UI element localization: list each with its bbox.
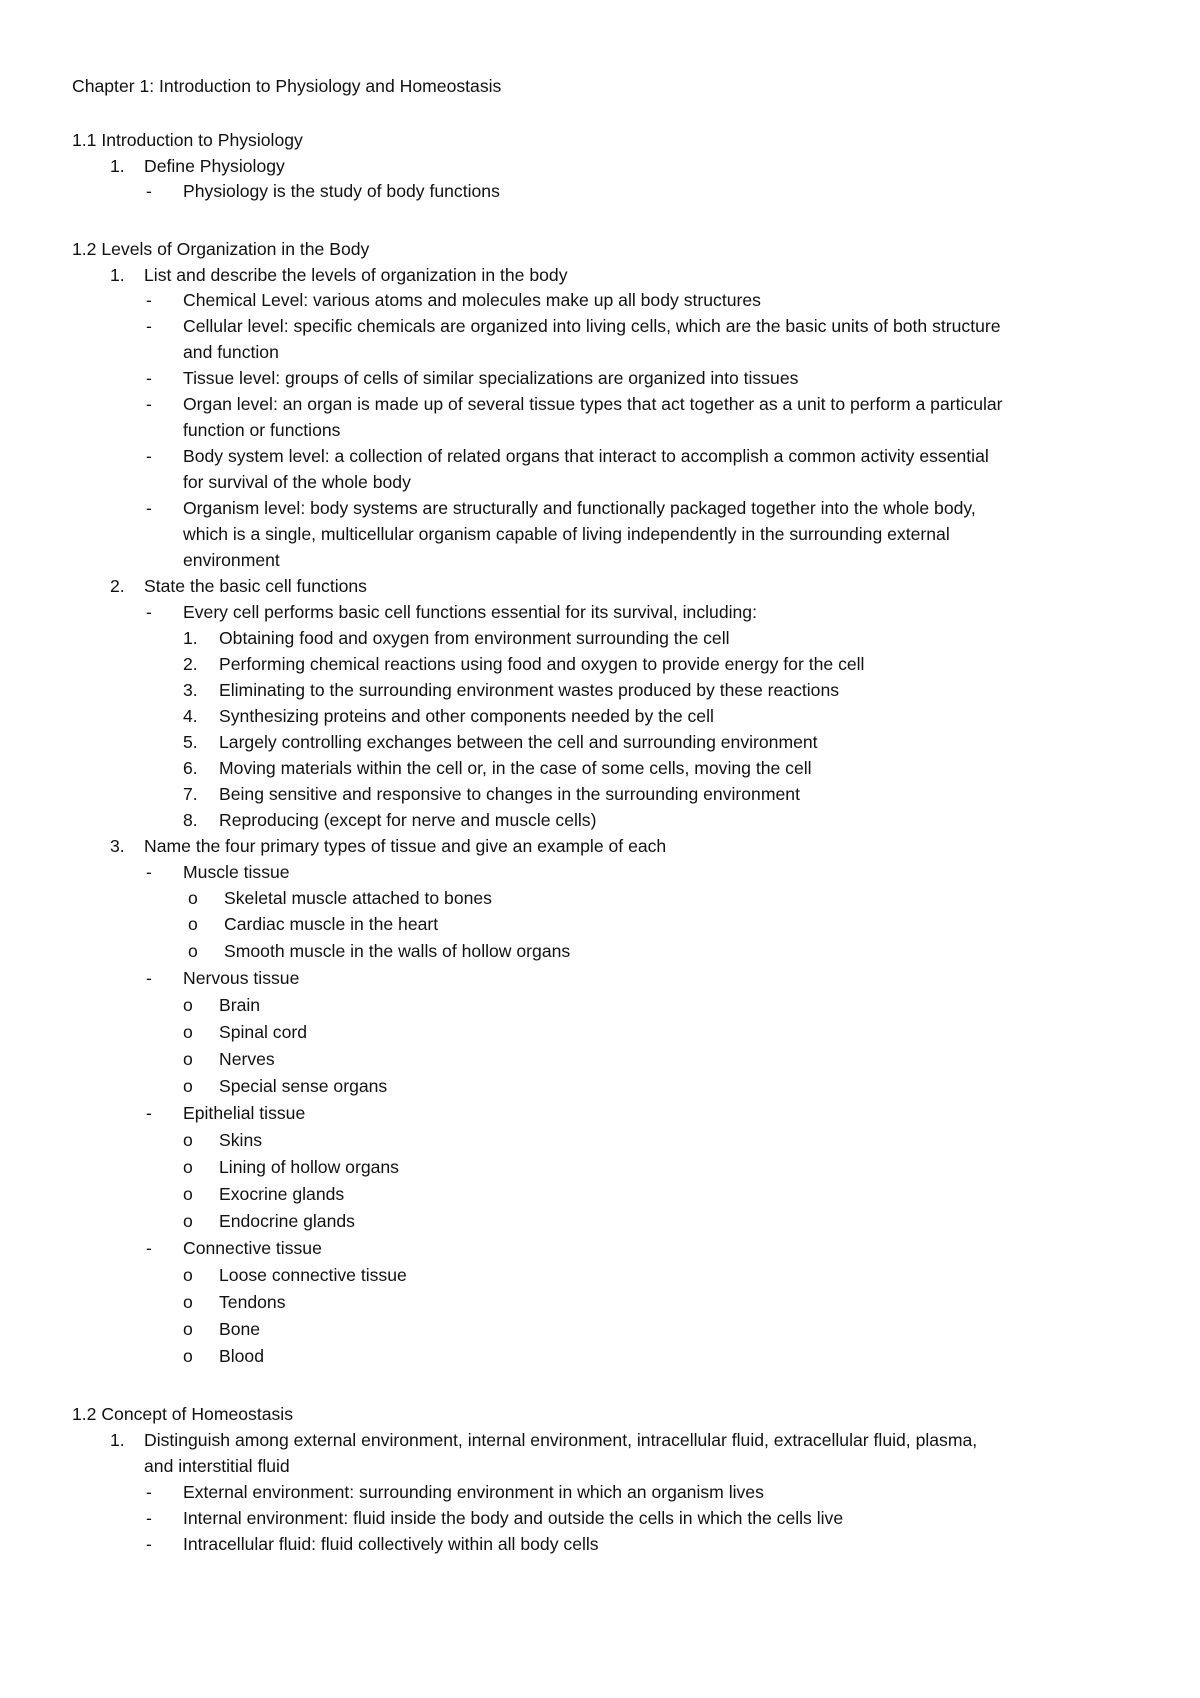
list-marker: 2. [183, 654, 198, 674]
list-item: Special sense organs [219, 1076, 388, 1096]
list-marker: 3. [110, 836, 125, 856]
list-marker: o [183, 1184, 193, 1204]
tissue-type: Nervous tissue [183, 968, 300, 988]
list-item: Exocrine glands [219, 1184, 345, 1204]
list-item: Loose connective tissue [219, 1265, 407, 1285]
list-marker: 1. [110, 1430, 125, 1450]
list-marker: - [146, 316, 152, 336]
list-marker: - [146, 394, 152, 414]
list-marker: o [183, 1319, 193, 1339]
list-item: Cellular level: specific chemicals are organized into living cells, which are the basic units of both structure [183, 316, 1001, 336]
list-marker: o [183, 1346, 193, 1366]
tissue-type: Epithelial tissue [183, 1103, 306, 1123]
list-item: Distinguish among external environment, internal environment, intracellular fluid, extracellular fluid, plasma, [144, 1430, 978, 1450]
list-item-continuation: environment [183, 550, 280, 570]
list-item: Define Physiology [144, 156, 285, 176]
list-item: Organism level: body systems are structurally and functionally packaged together into the whole body, [183, 498, 976, 518]
list-marker: 8. [183, 810, 198, 830]
list-marker: o [183, 1292, 193, 1312]
list-item-continuation: and interstitial fluid [144, 1456, 290, 1476]
list-item: Intracellular fluid: fluid collectively within all body cells [183, 1534, 599, 1554]
list-marker: 7. [183, 784, 198, 804]
section-heading-homeostasis: 1.2 Concept of Homeostasis [72, 1404, 294, 1424]
list-marker: - [146, 602, 152, 622]
list-marker: - [146, 1103, 152, 1123]
list-item-continuation: which is a single, multicellular organism capable of living independently in the surrounding external [183, 524, 950, 544]
list-item: Internal environment: fluid inside the body and outside the cells in which the cells live [183, 1508, 844, 1528]
list-marker: - [146, 368, 152, 388]
list-marker: 1. [110, 156, 125, 176]
list-item: Synthesizing proteins and other components needed by the cell [219, 706, 714, 726]
list-item: Tissue level: groups of cells of similar specializations are organized into tissues [183, 368, 799, 388]
tissue-type: Connective tissue [183, 1238, 322, 1258]
list-item: Name the four primary types of tissue and give an example of each [144, 836, 667, 856]
list-marker: 3. [183, 680, 198, 700]
list-marker: 5. [183, 732, 198, 752]
document-title: Chapter 1: Introduction to Physiology and Homeostasis [72, 76, 502, 96]
list-item: Lining of hollow organs [219, 1157, 399, 1177]
list-marker: o [183, 1130, 193, 1150]
list-item: Body system level: a collection of related organs that interact to accomplish a common activity essential [183, 446, 989, 466]
list-marker: - [146, 1482, 152, 1502]
list-item: Nerves [219, 1049, 275, 1069]
list-item: Endocrine glands [219, 1211, 355, 1231]
list-marker: - [146, 1238, 152, 1258]
list-item: Obtaining food and oxygen from environment surrounding the cell [219, 628, 730, 648]
list-item: Brain [219, 995, 261, 1015]
list-marker: - [146, 1508, 152, 1528]
list-marker: 1. [110, 265, 125, 285]
list-marker: 6. [183, 758, 198, 778]
list-marker: o [183, 1049, 193, 1069]
list-marker: - [146, 968, 152, 988]
list-item-continuation: and function [183, 342, 279, 362]
list-item: List and describe the levels of organization in the body [144, 265, 568, 285]
list-marker: - [146, 446, 152, 466]
section-heading-1-2: 1.2 Levels of Organization in the Body [72, 239, 370, 259]
list-item: Reproducing (except for nerve and muscle cells) [219, 810, 597, 830]
list-marker: o [183, 1211, 193, 1231]
list-marker: - [146, 498, 152, 518]
list-marker: o [188, 941, 198, 961]
list-item: Spinal cord [219, 1022, 308, 1042]
list-marker: o [183, 1022, 193, 1042]
list-item: Moving materials within the cell or, in the case of some cells, moving the cell [219, 758, 812, 778]
list-item: State the basic cell functions [144, 576, 367, 596]
list-item: Tendons [219, 1292, 286, 1312]
list-marker: o [183, 1157, 193, 1177]
list-item: Eliminating to the surrounding environment wastes produced by these reactions [219, 680, 840, 700]
list-item: Skins [219, 1130, 263, 1150]
list-item-continuation: for survival of the whole body [183, 472, 411, 492]
list-marker: - [146, 290, 152, 310]
list-marker: 2. [110, 576, 125, 596]
list-item: Chemical Level: various atoms and molecules make up all body structures [183, 290, 761, 310]
tissue-type: Muscle tissue [183, 862, 290, 882]
list-item: Every cell performs basic cell functions essential for its survival, including: [183, 602, 757, 622]
list-item: Skeletal muscle attached to bones [224, 888, 492, 908]
list-item: External environment: surrounding environment in which an organism lives [183, 1482, 764, 1502]
list-item: Performing chemical reactions using food and oxygen to provide energy for the cell [219, 654, 865, 674]
list-item: Largely controlling exchanges between the cell and surrounding environment [219, 732, 818, 752]
list-item: Physiology is the study of body functions [183, 181, 500, 201]
section-heading-1-1: 1.1 Introduction to Physiology [72, 130, 303, 150]
list-item: Blood [219, 1346, 264, 1366]
list-marker: o [183, 1076, 193, 1096]
list-marker: o [188, 914, 198, 934]
list-marker: o [188, 888, 198, 908]
list-item-continuation: function or functions [183, 420, 341, 440]
list-marker: - [146, 1534, 152, 1554]
list-marker: o [183, 1265, 193, 1285]
list-marker: 4. [183, 706, 198, 726]
list-item: Smooth muscle in the walls of hollow organs [224, 941, 571, 961]
list-marker: o [183, 995, 193, 1015]
list-marker: 1. [183, 628, 198, 648]
list-item: Cardiac muscle in the heart [224, 914, 439, 934]
list-marker: - [146, 181, 152, 201]
list-marker: - [146, 862, 152, 882]
list-item: Being sensitive and responsive to changes in the surrounding environment [219, 784, 800, 804]
list-item: Organ level: an organ is made up of several tissue types that act together as a unit to perform a particular [183, 394, 1003, 414]
list-item: Bone [219, 1319, 261, 1339]
